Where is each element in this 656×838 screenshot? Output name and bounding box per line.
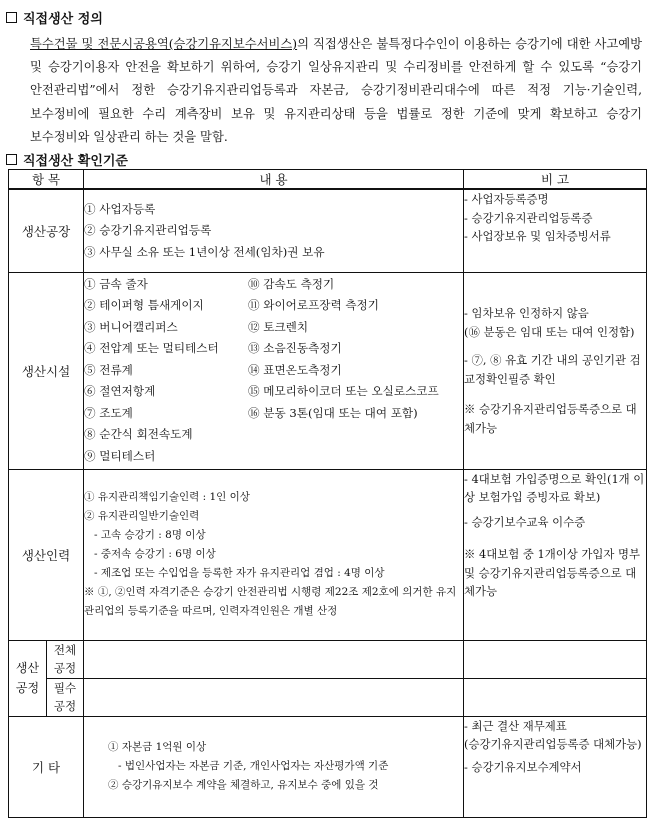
- factory-label: 생산공장: [9, 189, 84, 272]
- list-item: - 법인사업자는 자본금 기준, 개인사업자는 자산평가액 기준: [118, 760, 389, 772]
- definition-text: 의 직접생산은 불특정다수인이 이용하는 승강기에 대한 사고예방 및 승강기이용자 안전을 확보하기 위하여, 승강기 일상유지관리 및 수리정비를 안전하게 할 수 있도록 “승강기 안전관리법”에서 정한 승강기유지관리업등록과 자본금, 승강기정비관리대수에 따른 적정 기능·기술인력, 보수정비에 필요한 수리 계측장비 보유 및 유지관리상태 등을 법률로 정한 기준에 맞게 확보하고 승강기 보수정비와 일상관리 하는 것을 말함.: [30, 37, 642, 144]
- section-definition-title: [6, 8, 103, 27]
- remark-item: - 승강기보수교육 이수증: [464, 514, 586, 529]
- workforce-remarks: [464, 469, 647, 640]
- table-row-etc: [9, 716, 647, 817]
- list-item: ⑦ 조도계: [84, 405, 133, 420]
- table-row-workforce: [9, 469, 647, 640]
- list-item: ② 유지관리일반기술인력: [84, 510, 200, 522]
- process-all-remark: [464, 640, 647, 678]
- process-required-remark: [464, 678, 647, 716]
- checkbox-square-icon: [6, 12, 17, 23]
- facility-label: 생산시설: [9, 272, 84, 469]
- header-content: 내 용: [84, 170, 464, 190]
- process-required-content: [84, 678, 464, 716]
- list-item: ⑬ 소음진동측정기: [248, 341, 342, 356]
- remark-item: - 승강기유지관리업등록증: [464, 210, 593, 225]
- list-item: ③ 사무실 소유 또는 1년이상 전세(임차)권 보유: [84, 244, 325, 259]
- remark-item: - 사업장보유 및 임차증빙서류: [464, 229, 611, 243]
- list-item: ① 사업자등록: [84, 201, 156, 216]
- remark-item: (⑯ 분동은 임대 또는 대여 인정함): [464, 324, 635, 339]
- table-row-factory: [9, 189, 647, 272]
- etc-content: [84, 716, 464, 817]
- list-item: ⑯ 분동 3톤(임대 또는 대여 포함): [248, 405, 418, 420]
- workforce-label: 생산인력: [9, 469, 84, 640]
- list-item: - 중저속 승강기 : 6명 이상: [94, 548, 216, 560]
- remark-item: - 승강기유지보수계약서: [464, 759, 582, 774]
- definition-underlined: 특수건물 및 전문시공용역(승강기유지보수서비스): [30, 37, 298, 51]
- list-item: ① 금속 줄자: [84, 276, 148, 291]
- criteria-table: [8, 169, 647, 818]
- table-row-facility: [9, 272, 647, 469]
- list-item: ⑩ 감속도 측정기: [248, 276, 335, 291]
- list-item: ⑭ 표면온도측정기: [248, 362, 342, 377]
- process-all-content: [84, 640, 464, 678]
- remark-item: - ⑦, ⑧ 유효 기간 내의 공인기관 검교정확인필증 확인: [464, 353, 641, 386]
- remark-item: - 임차보유 인정하지 않음: [464, 306, 589, 320]
- list-item: ⑥ 절연저항계: [84, 384, 156, 399]
- remark-item: ※ 승강기유지관리업등록증으로 대체가능: [464, 402, 637, 435]
- list-item: ② 승강기유지보수 계약을 체결하고, 유지보수 중에 있을 것: [108, 779, 379, 791]
- table-row-process-all: [9, 640, 647, 678]
- etc-label: 기 타: [9, 716, 84, 817]
- table-header-row: [9, 170, 647, 190]
- list-item: ③ 버니어캘리퍼스: [84, 319, 178, 334]
- table-row-process-required: [9, 678, 647, 716]
- factory-remarks: [464, 189, 647, 272]
- workforce-content: [84, 469, 464, 640]
- definition-paragraph: [30, 33, 642, 149]
- list-item: - 제조업 또는 수입업을 등록한 자가 유지관리업 겸업 : 4명 이상: [94, 567, 385, 579]
- list-item: ※ ①, ②인력 자격기준은 승강기 안전관리법 시행령 제22조 제2호에 의거한 유지관리업의 등록기준을 따르며, 인력자격인원은 개별 산정: [84, 586, 457, 617]
- remark-item: (승강기유지관리업등록증 대체가능): [464, 737, 642, 751]
- section-criteria-title: [6, 150, 128, 169]
- list-item: ② 테이퍼형 틈새게이지: [84, 298, 204, 313]
- factory-content: [84, 189, 464, 272]
- list-item: - 고속 승강기 : 8명 이상: [94, 529, 206, 541]
- checkbox-square-icon: [6, 154, 17, 165]
- remark-item: - 최근 결산 재무제표: [464, 718, 567, 733]
- criteria-title-text: 직접생산 확인기준: [23, 154, 128, 169]
- process-all-label: 전체 공정: [47, 640, 84, 678]
- remark-item: - 4대보험 가입증명으로 확인(1개 이상 보험가입 증빙자료 확보): [464, 471, 645, 504]
- list-item: ⑮ 메모리하이코더 또는 오실로스코프: [248, 384, 439, 399]
- header-item: 항 목: [9, 170, 84, 190]
- list-item: ⑧ 순간식 회전속도계: [84, 427, 193, 442]
- list-item: ⑤ 전류계: [84, 362, 133, 377]
- list-item: ① 유지관리책임기술인력 : 1인 이상: [84, 491, 250, 503]
- header-remark: 비 고: [464, 170, 647, 190]
- list-item: ④ 전압계 또는 멀티테스터: [84, 341, 219, 356]
- facility-remarks: [464, 272, 647, 469]
- definition-title-text: 직접생산 정의: [23, 12, 103, 27]
- process-label: 생산 공정: [9, 640, 47, 716]
- list-item: ⑫ 토크렌치: [248, 319, 309, 334]
- list-item: ⑨ 멀티테스터: [84, 448, 156, 463]
- facility-content: [84, 272, 464, 469]
- remark-item: - 사업자등록증명: [464, 192, 549, 206]
- process-required-label: 필수 공정: [47, 678, 84, 716]
- etc-remarks: [464, 716, 647, 817]
- remark-item: ※ 4대보험 중 1개이상 가입자 명부 및 승강기유지관리업등록증으로 대체가능: [464, 547, 641, 598]
- list-item: ② 승강기유지관리업등록: [84, 223, 212, 237]
- list-item: ⑪ 와이어로프장력 측정기: [248, 298, 379, 313]
- list-item: ① 자본금 1억원 이상: [108, 741, 207, 753]
